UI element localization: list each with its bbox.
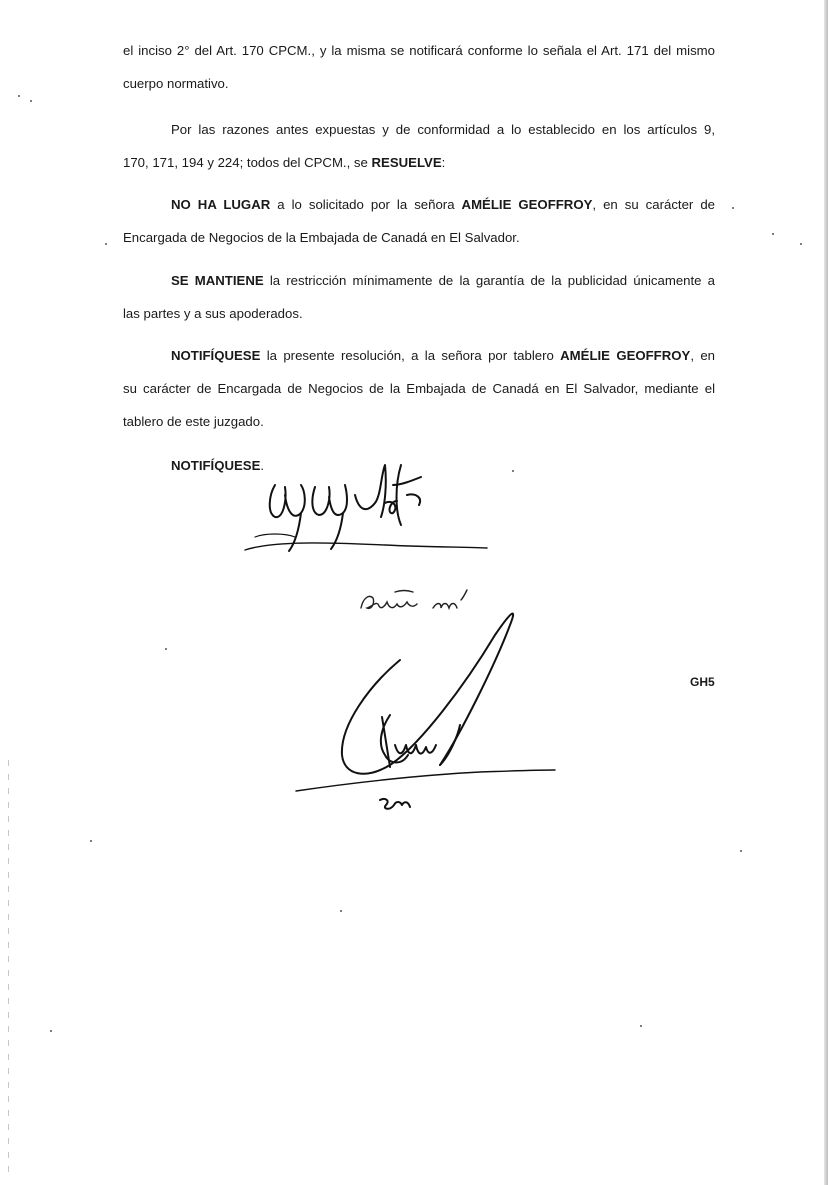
se-mantiene-label: SE MANTIENE (171, 273, 264, 288)
text-line (123, 347, 715, 365)
party-name: AMÉLIE GEOFFROY (560, 348, 691, 363)
text-line: su carácter de Encargada de Negocios de la Embajada de Canadá en El Salvador, mediante el (123, 381, 715, 396)
scan-speck (90, 840, 92, 842)
scan-speck (340, 910, 342, 912)
text-span: : (441, 155, 446, 170)
scan-speck (512, 470, 514, 472)
paragraph-no-ha-lugar (123, 196, 715, 247)
text-line (123, 272, 715, 290)
party-name: AMÉLIE GEOFFROY (461, 197, 593, 212)
scan-speck (772, 233, 774, 235)
scan-edge-left (8, 760, 9, 1180)
text-span: la presente resolución, a la señora por tablero (260, 348, 561, 363)
reference-code: GH5 (690, 675, 715, 689)
text-span: la restricción mínimamente de la garantía de la publicidad únicamente a (263, 273, 715, 288)
text-span: , en su carácter de (592, 197, 715, 212)
text-line (123, 196, 715, 214)
notifiquese-label: NOTIFÍQUESE (171, 348, 261, 363)
text-line: tablero de este juzgado. (123, 414, 264, 429)
paragraph-reasons (123, 121, 715, 172)
scan-speck (105, 243, 107, 245)
scan-speck (732, 207, 734, 209)
scan-speck (30, 100, 32, 102)
text-span: 170, 171, 194 y 224; todos del CPCM., se (123, 155, 372, 170)
text-line: las partes y a sus apoderados. (123, 306, 303, 321)
no-ha-lugar-label: NO HA LUGAR (171, 197, 271, 212)
paragraph-continuation (123, 42, 715, 93)
paragraph-se-mantiene (123, 272, 715, 323)
text-line: Por las razones antes expuestas y de conformidad a lo establecido en los artículos 9, (171, 122, 715, 137)
scan-edge-right (824, 0, 828, 1185)
scan-speck (800, 243, 802, 245)
text-line: Encargada de Negocios de la Embajada de Canadá en El Salvador. (123, 230, 520, 245)
text-span: a lo solicitado por la señora (270, 197, 462, 212)
scan-speck (165, 648, 167, 650)
text-line: cuerpo normativo. (123, 76, 229, 91)
text-line (123, 154, 715, 172)
resuelve-label: RESUELVE (371, 155, 442, 170)
text-span: . (260, 458, 265, 473)
text-line: el inciso 2° del Art. 170 CPCM., y la misma se notificará conforme lo señala el Art. 171 del mismo (123, 43, 715, 58)
scan-speck (50, 1030, 52, 1032)
paragraph-notifiquese (123, 347, 715, 431)
scan-speck (640, 1025, 642, 1027)
signature-secretary (290, 605, 560, 830)
scan-speck (18, 95, 20, 97)
notifiquese-final-label: NOTIFÍQUESE (171, 458, 261, 473)
scan-speck (740, 850, 742, 852)
text-span: , en (690, 348, 716, 363)
signature-judge (235, 455, 495, 565)
